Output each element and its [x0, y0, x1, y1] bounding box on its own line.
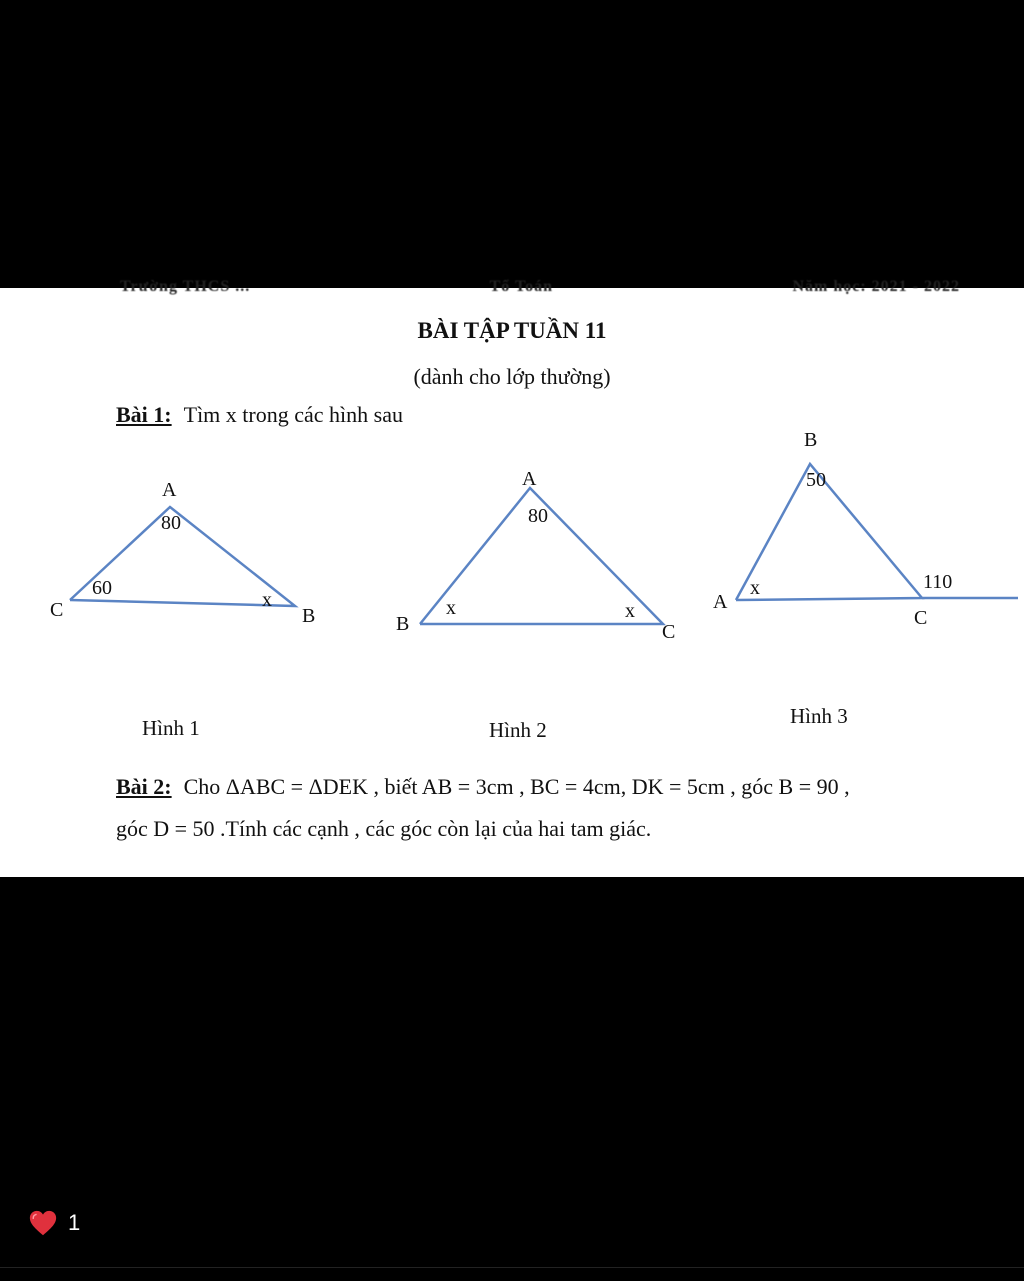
- figure-1-triangle: [50, 479, 315, 627]
- figure-1-caption: Hình 1: [142, 716, 200, 740]
- exercise-2-line-2: góc D = 50 .Tính các cạnh , các góc còn lại của hai tam giác.: [116, 816, 652, 841]
- figure-1-angle-c: 60: [92, 577, 112, 599]
- figure-3-angle-c-exterior: 110: [923, 571, 953, 593]
- figure-2-angle-a: 80: [528, 505, 548, 527]
- figure-3-vertex-a: A: [713, 591, 728, 613]
- page-title: BÀI TẬP TUẦN 11: [417, 318, 607, 343]
- like-count: 1: [68, 1210, 81, 1235]
- figure-3-angle-a: x: [750, 577, 760, 599]
- figure-1-angle-b: x: [262, 589, 272, 611]
- figure-2-angle-c: x: [625, 600, 635, 622]
- figure-3-vertex-b: B: [804, 429, 818, 451]
- page-subtitle: (dành cho lớp thường): [413, 364, 611, 389]
- figure-3-edges: [736, 464, 922, 600]
- bottom-divider: [0, 1267, 1024, 1268]
- header-school: Trường THCS ...: [120, 278, 251, 295]
- header-year: Năm học: 2021 - 2022: [792, 278, 960, 295]
- exercise-1-label: Bài 1:: [116, 402, 172, 427]
- figure-1-vertex-a: A: [162, 479, 177, 501]
- figure-2-caption: Hình 2: [489, 718, 547, 742]
- document-image: [0, 278, 1024, 877]
- figure-2-angle-b: x: [446, 597, 456, 619]
- like-indicator[interactable]: [28, 1208, 80, 1238]
- figure-2-triangle: [396, 468, 675, 643]
- header-group: Tổ Toán: [489, 278, 554, 295]
- exercise-2-line-1: Cho ΔABC = ΔDEK , biết AB = 3cm , BC = 4cm, DK = 5cm , góc B = 90 ,: [183, 774, 850, 799]
- figure-3-vertex-c: C: [914, 607, 928, 629]
- exercise-2: [116, 774, 850, 800]
- figure-1-vertex-b: B: [302, 605, 316, 627]
- exercise-2-label: Bài 2:: [116, 774, 172, 799]
- figure-3-caption: Hình 3: [790, 704, 848, 728]
- heart-icon[interactable]: [28, 1208, 58, 1238]
- figure-1-angle-a: 80: [161, 512, 181, 534]
- figure-2-vertex-b: B: [396, 613, 410, 635]
- figure-2-vertex-a: A: [522, 468, 537, 490]
- figure-2-vertex-c: C: [662, 621, 676, 643]
- figure-3-angle-b: 50: [806, 469, 826, 491]
- figure-3-triangle: [713, 429, 1018, 629]
- exercise-1-text: Tìm x trong các hình sau: [183, 402, 403, 427]
- figure-1-vertex-c: C: [50, 599, 64, 621]
